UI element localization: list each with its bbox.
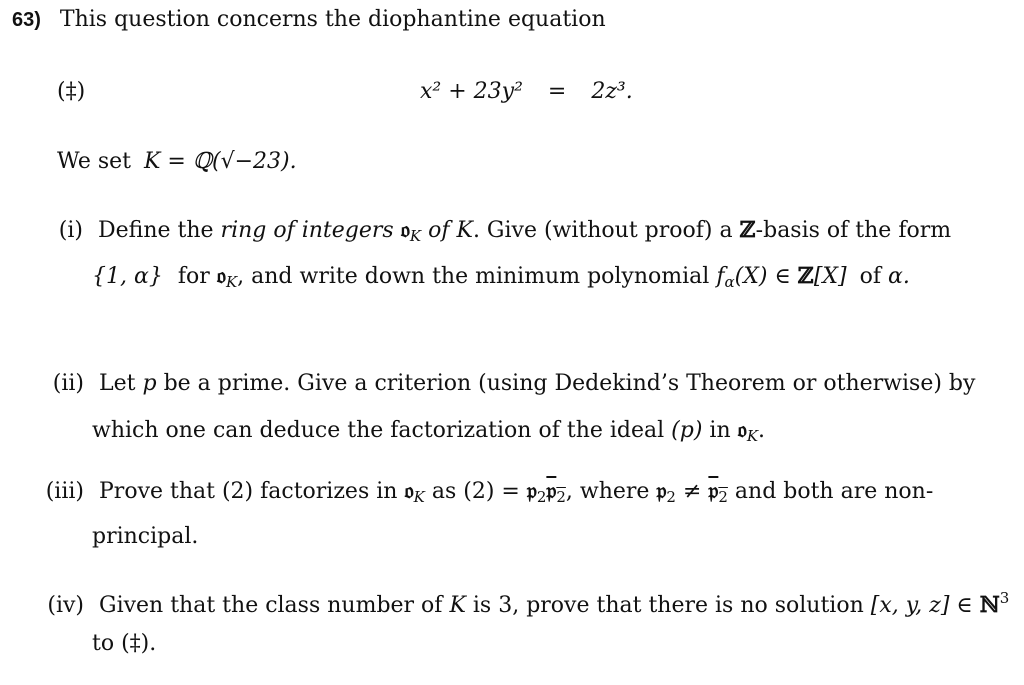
part-i-line-1 (55, 216, 951, 250)
prime-ideal-p2: 𝔭 (526, 478, 537, 504)
min-poly-arg: (X) ∈ (734, 264, 791, 289)
ok-subscript: K (409, 227, 422, 245)
part-iii-text-b: as (2) = (431, 479, 520, 504)
part-i-text-of2: of (859, 264, 882, 289)
part-i-term: ring of integers (220, 218, 394, 243)
part-ii-text-a: Let (99, 371, 136, 396)
naturals-exponent: 3 (999, 589, 1010, 607)
solution-triple: [x, y, z] ∈ (870, 593, 973, 618)
ok-subscript: K (225, 273, 238, 291)
part-i-text-c: . Give (without proof) a (472, 218, 733, 243)
ok-symbol: 𝔬 (400, 217, 410, 243)
equation-equals: = (547, 79, 567, 104)
prime-ideal-p2: 𝔭 (656, 478, 667, 504)
part-iv-line-1 (40, 584, 1009, 620)
conjugate-prime-ideal-index: 2 (556, 488, 566, 506)
conjugate-prime-ideal-index: 2 (718, 488, 728, 506)
question-header (12, 6, 606, 34)
part-iii-text-a: Prove that (2) factorizes in (99, 479, 398, 504)
part-i-label: (i) (58, 218, 83, 243)
part-i-line-2 (92, 262, 910, 296)
ok-symbol: 𝔬 (737, 417, 747, 443)
part-i-text-b2: , and write down the minimum polynomial (237, 264, 710, 289)
part-iii-text-c: , where (565, 479, 650, 504)
setup-prefix: We set (57, 149, 131, 174)
part-iv-text-b: is 3, prove that there is no solution (472, 593, 864, 618)
part-ii-text-c: which one can deduce the factorization of the ideal (92, 418, 665, 443)
conjugate-prime-ideal: 𝔭 (546, 478, 557, 504)
part-ii-text-in: in (709, 418, 731, 443)
naturals-symbol: ℕ (979, 592, 1000, 618)
part-iv-label: (iv) (47, 593, 84, 618)
ok-symbol: 𝔬 (404, 478, 414, 504)
conjugate-prime-ideal: 𝔭 (708, 478, 719, 504)
equation-tag: (‡) (57, 79, 86, 104)
integers-symbol: ℤ (739, 217, 756, 243)
equation-lhs: x² + 23y² (420, 79, 523, 104)
part-iii-line-2: principal. (92, 524, 199, 549)
ok-subscript: K (746, 427, 759, 445)
equation-rhs: 2z³. (591, 79, 633, 104)
part-i-text-for: for (177, 264, 210, 289)
question-intro: This question concerns the diophantine equation (59, 7, 606, 32)
prime-p: p (142, 371, 157, 396)
not-equal-sign: ≠ (682, 479, 702, 504)
field-K: K (449, 593, 466, 618)
part-i-text-a: Define the (98, 218, 214, 243)
part-ii-line-1 (48, 370, 975, 398)
poly-ring-var: [X] (813, 264, 847, 289)
part-iv-text-a: Given that the class number of (99, 593, 443, 618)
part-ii-line-2 (92, 416, 765, 450)
part-iii-text-d: and both are non- (734, 479, 934, 504)
prime-ideal-index: 2 (536, 488, 547, 506)
min-poly-subscript: α (724, 273, 735, 291)
part-iii-line-1 (40, 477, 933, 511)
question-number: 63) (12, 9, 41, 31)
part-ii-label: (ii) (52, 371, 84, 396)
setup-math: K = ℚ(√−23). (143, 149, 297, 174)
integers-symbol: ℤ (797, 263, 814, 289)
ideal-p: (p) (671, 418, 703, 443)
setup-line (57, 148, 297, 176)
part-iv-line-2: to (‡). (92, 631, 157, 656)
ok-subscript: K (413, 488, 425, 506)
prime-ideal-index: 2 (666, 488, 676, 506)
basis-set: {1, α} (92, 264, 163, 289)
alpha-symbol: α. (888, 264, 910, 289)
equation-body (420, 78, 633, 106)
part-i-text-of: of (428, 218, 450, 243)
period: . (758, 418, 766, 443)
part-iii-label: (iii) (45, 479, 84, 504)
min-poly-f: f (716, 264, 725, 289)
part-i-text-d: -basis of the form (755, 218, 952, 243)
ok-symbol: 𝔬 (216, 263, 226, 289)
field-K: K (456, 218, 473, 243)
part-ii-text-b: be a prime. Give a criterion (using Dedekind’s Theorem or otherwise) by (163, 371, 976, 396)
